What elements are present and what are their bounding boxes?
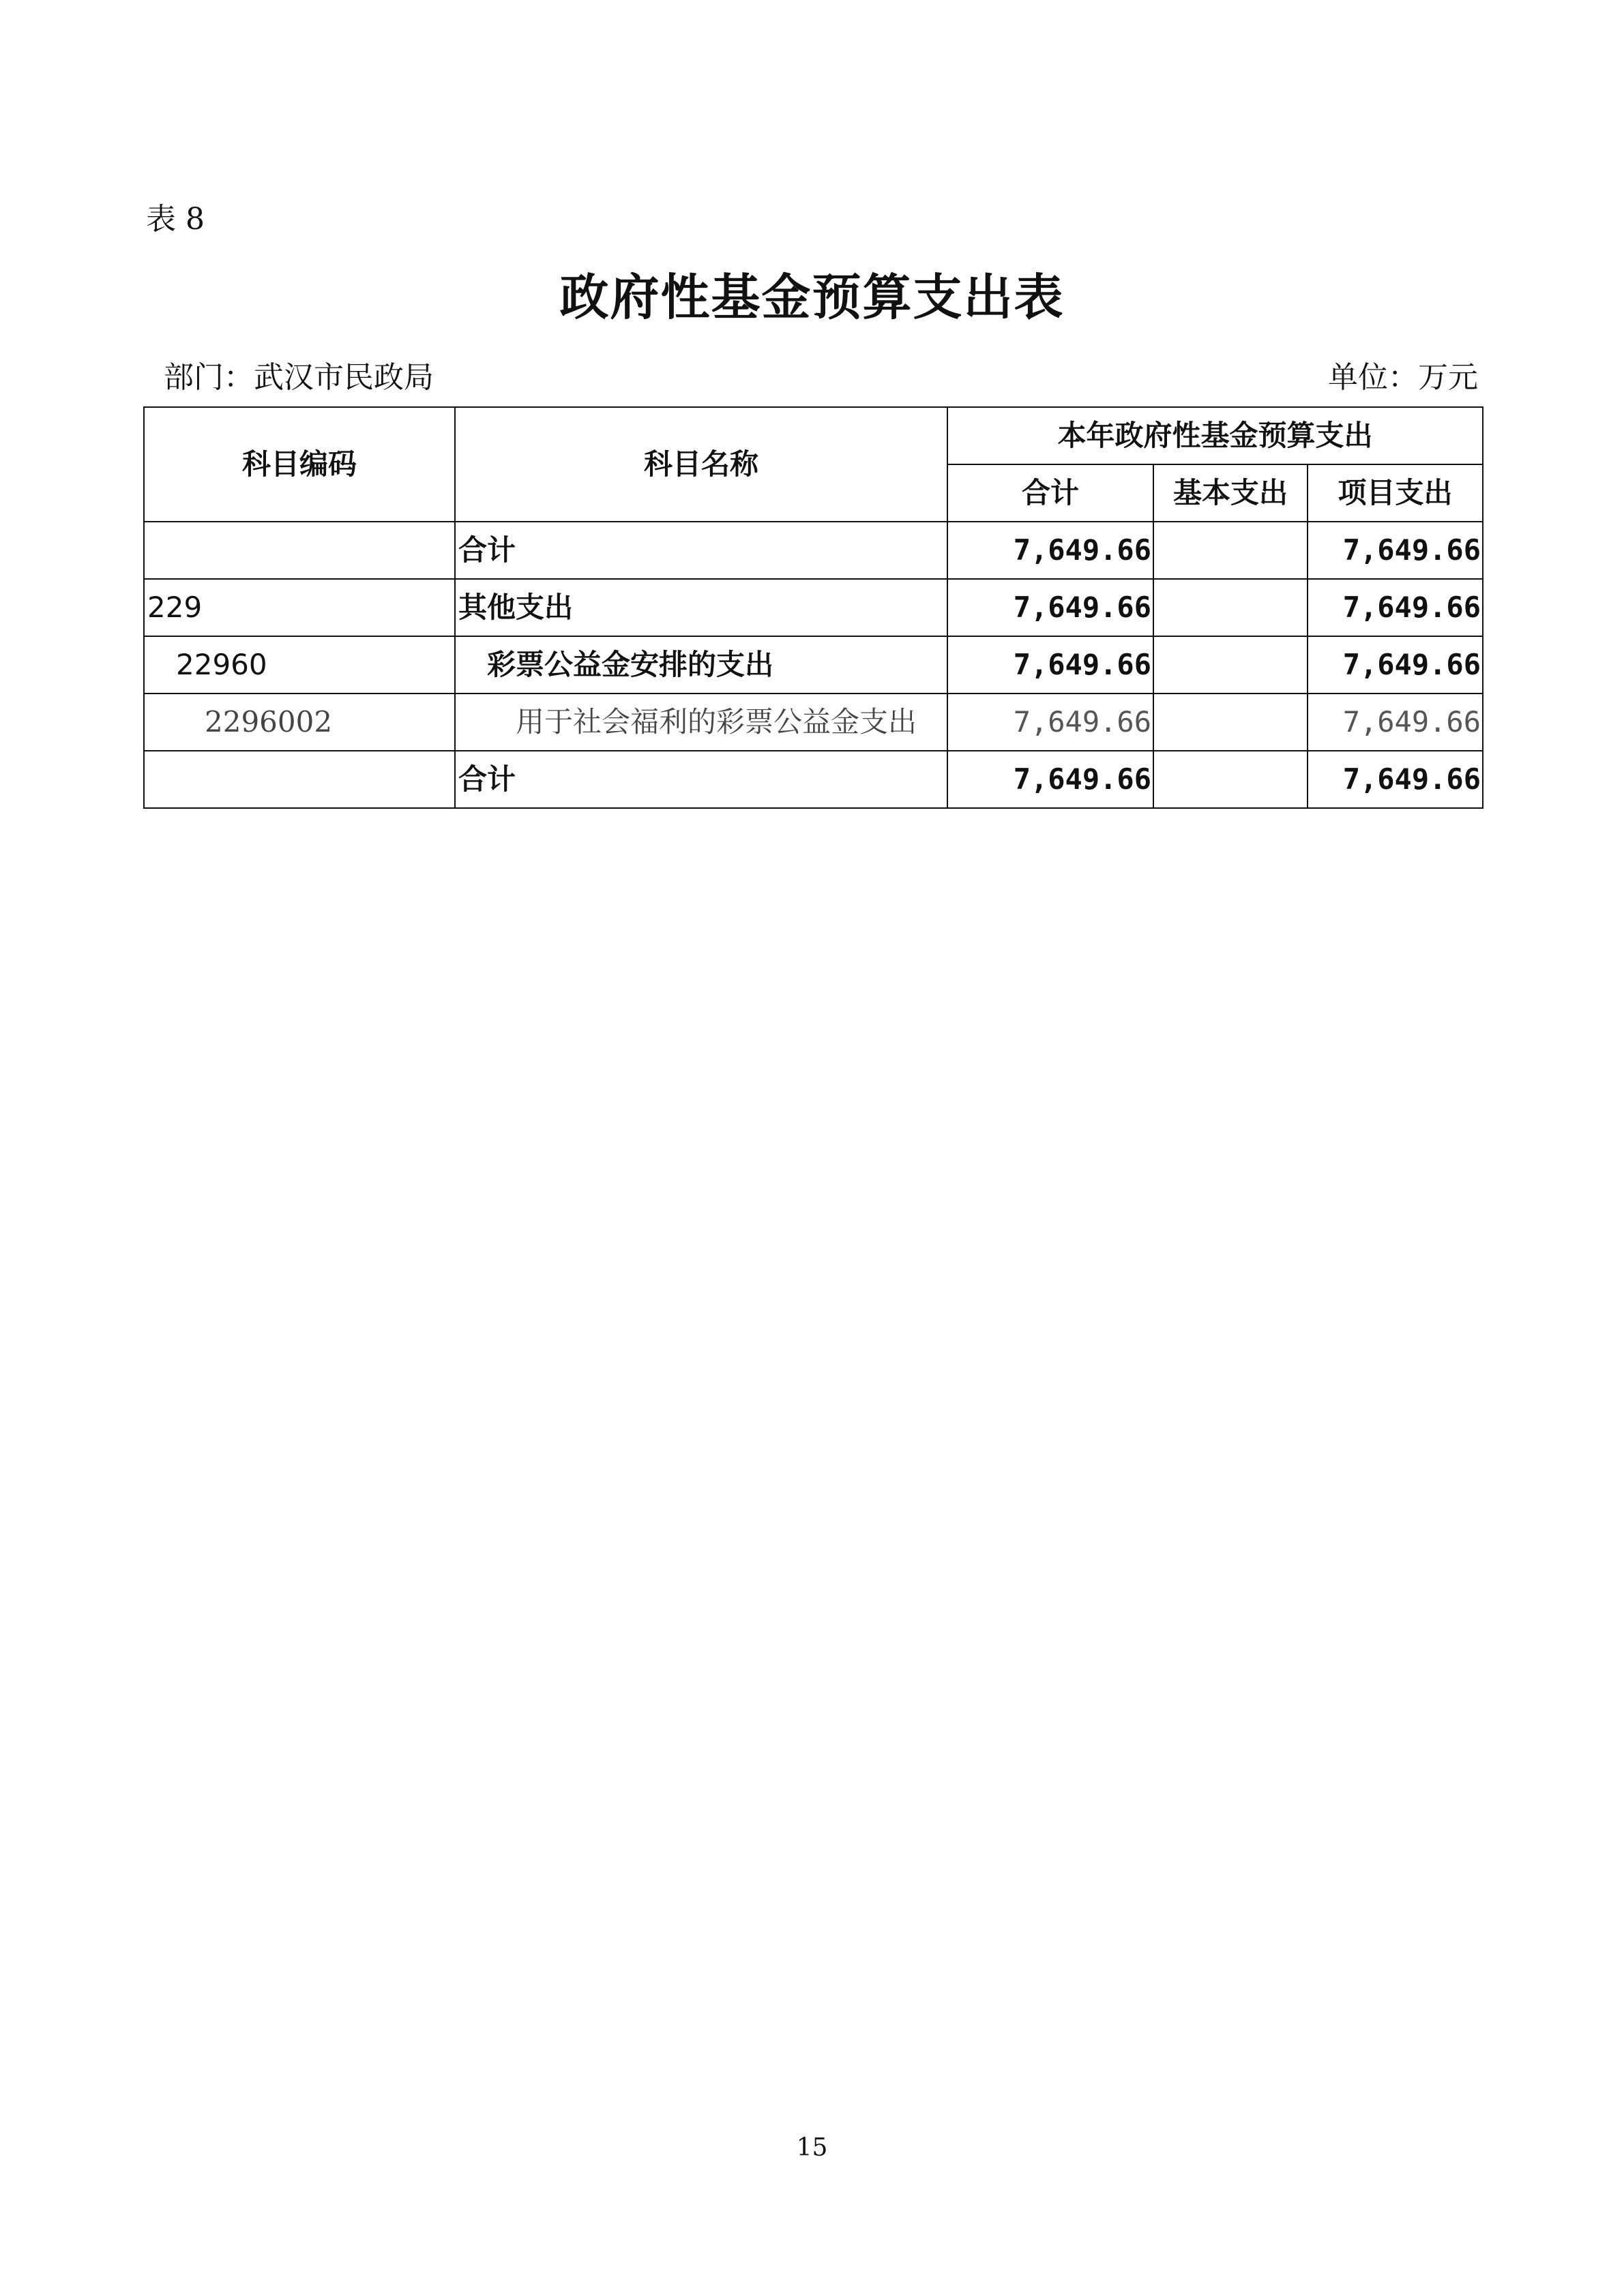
row-code xyxy=(144,522,455,579)
row-total: 7,649.66 xyxy=(947,579,1153,636)
header-basic: 基本支出 xyxy=(1153,464,1308,522)
row-basic xyxy=(1153,694,1308,751)
row-code xyxy=(144,751,455,808)
unit-label: 单位：万元 xyxy=(1328,360,1478,395)
header-group: 本年政府性基金预算支出 xyxy=(947,407,1483,464)
row-basic xyxy=(1153,636,1308,694)
row-code: 2296002 xyxy=(144,694,455,751)
table-row xyxy=(144,522,1483,579)
row-project: 7,649.66 xyxy=(1308,579,1483,636)
budget-table xyxy=(143,406,1483,809)
row-basic xyxy=(1153,522,1308,579)
row-project: 7,649.66 xyxy=(1308,694,1483,751)
row-name: 合计 xyxy=(455,522,947,579)
row-basic xyxy=(1153,579,1308,636)
department-label: 部门：武汉市民政局 xyxy=(164,360,434,395)
row-total: 7,649.66 xyxy=(947,522,1153,579)
table-row xyxy=(144,636,1483,694)
table-row xyxy=(144,751,1483,808)
table-row xyxy=(144,694,1483,751)
row-basic xyxy=(1153,751,1308,808)
page-number: 15 xyxy=(796,2134,828,2162)
row-name: 其他支出 xyxy=(455,579,947,636)
row-code: 229 xyxy=(144,579,455,636)
row-name: 用于社会福利的彩票公益金支出 xyxy=(455,694,947,751)
row-name: 彩票公益金安排的支出 xyxy=(455,636,947,694)
table-row xyxy=(144,579,1483,636)
row-name: 合计 xyxy=(455,751,947,808)
page-title: 政府性基金预算支出表 xyxy=(559,269,1065,326)
table-label: 表 8 xyxy=(146,202,205,237)
header-code: 科目编码 xyxy=(144,407,455,522)
row-project: 7,649.66 xyxy=(1308,751,1483,808)
row-project: 7,649.66 xyxy=(1308,522,1483,579)
row-project: 7,649.66 xyxy=(1308,636,1483,694)
row-total: 7,649.66 xyxy=(947,694,1153,751)
header-name: 科目名称 xyxy=(455,407,947,522)
row-code: 22960 xyxy=(144,636,455,694)
header-total: 合计 xyxy=(947,464,1153,522)
row-total: 7,649.66 xyxy=(947,751,1153,808)
header-project: 项目支出 xyxy=(1308,464,1483,522)
row-total: 7,649.66 xyxy=(947,636,1153,694)
